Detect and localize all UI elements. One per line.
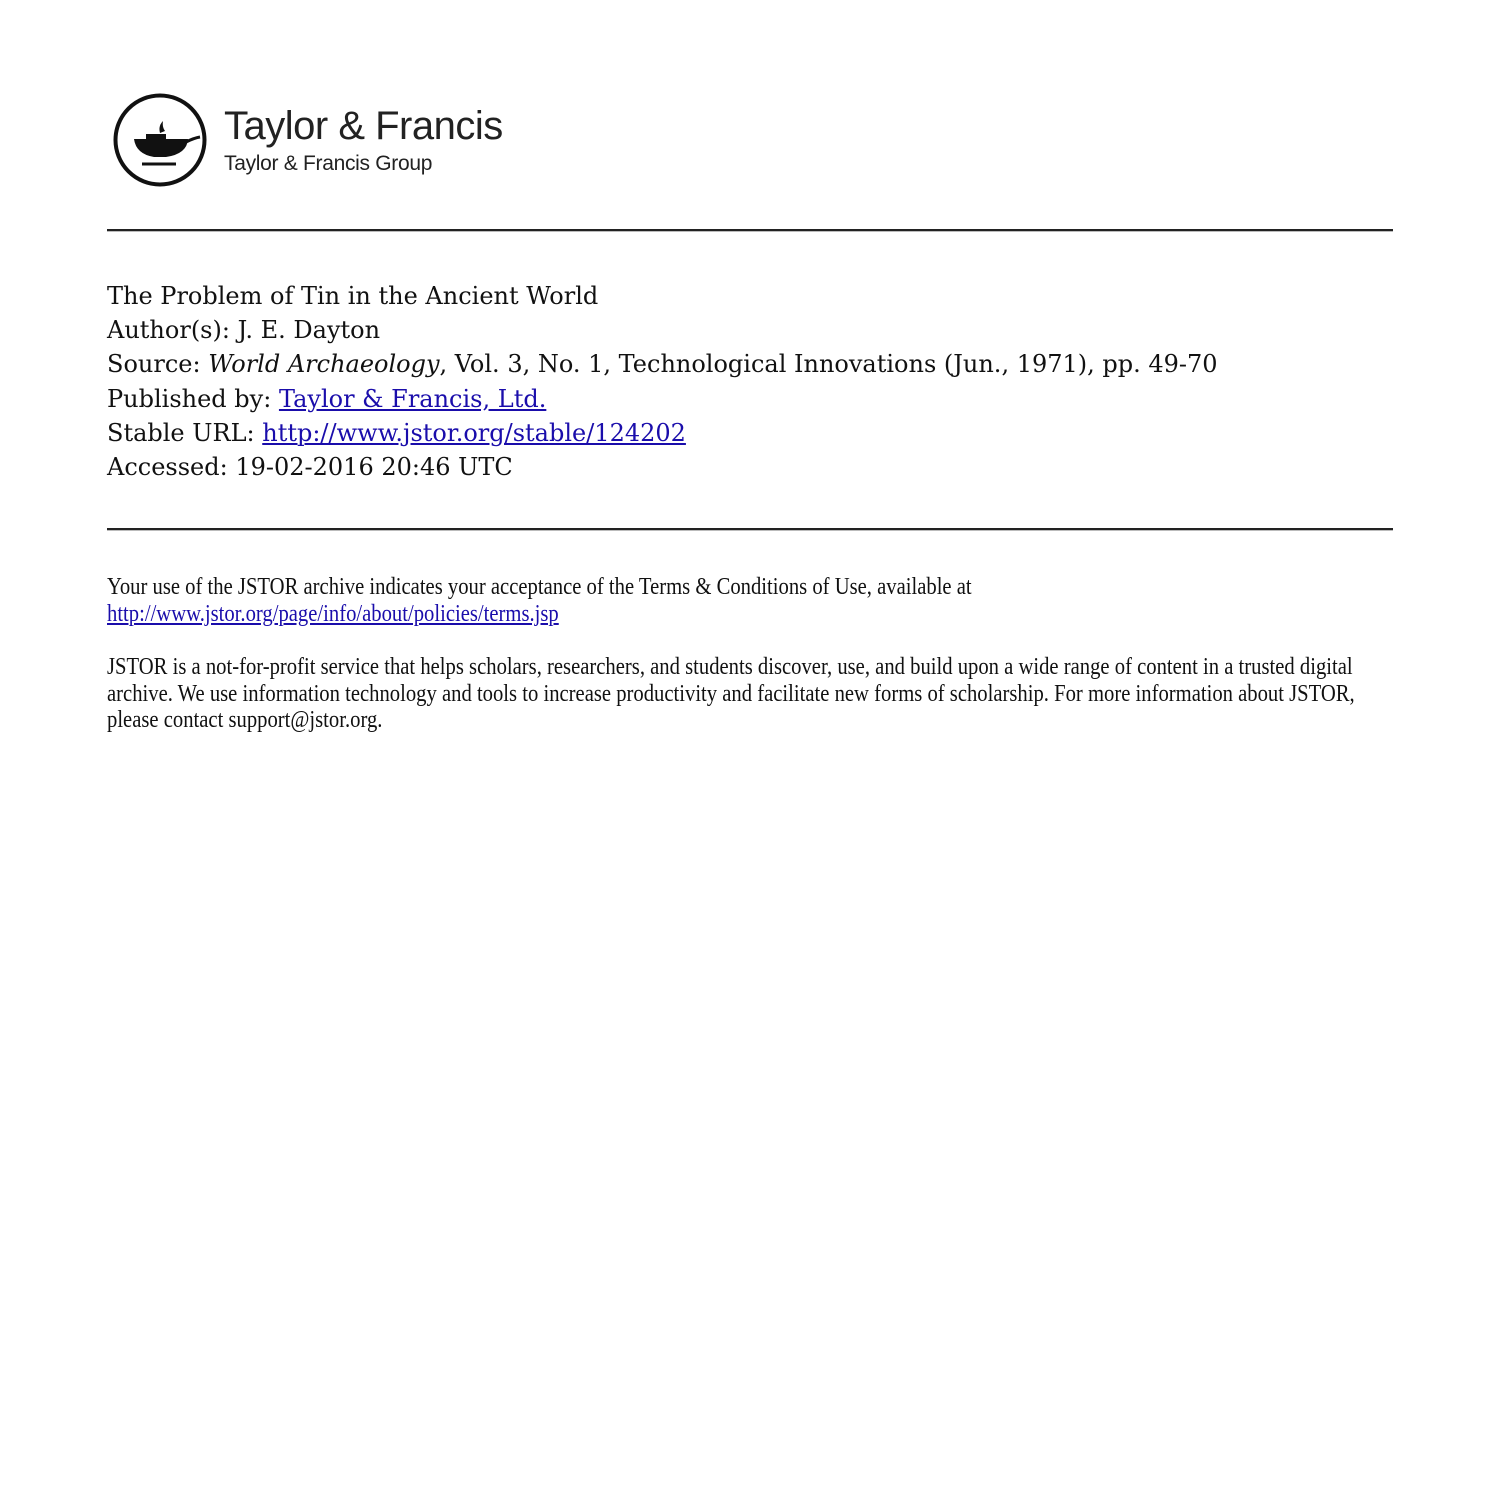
publisher-link[interactable]: Taylor & Francis, Ltd. [278,384,547,413]
source-label: Source: [107,350,201,379]
terms-notice [107,574,1355,734]
bottom-divider [107,528,1393,531]
logo-name: Taylor & Francis [224,104,503,148]
terms-paragraph [107,574,1397,627]
url-label: Stable URL: [107,418,255,447]
article-metadata [107,279,1397,484]
logo-group: Taylor & Francis Group [224,152,433,175]
about-paragraph: JSTOR is a not-for-profit service that helps scholars, researchers, and students discover, use, and build upon a wide range of content in a trusted digital archive. We use information technology and tools to increase productivity and facilitate new forms of scholarship. For more information about JSTOR, please contact support@jstor.org. [107,654,1355,733]
top-divider [107,229,1393,232]
publisher-line [107,382,1397,416]
publisher-label: Published by: [107,384,272,413]
oil-lamp-icon [112,92,212,192]
source-details: , Vol. 3, No. 1, Technological Innovations (Jun., 1971), pp. 49-70 [439,350,1218,379]
url-line [107,416,1397,450]
source-line [107,347,1397,381]
publisher-logo [112,92,532,192]
accessed-line [107,450,1397,484]
article-title: The Problem of Tin in the Ancient World [107,282,599,310]
accessed-label: Accessed: [107,453,228,482]
journal-name: World Archaeology [208,350,440,379]
author-label: Author(s): [107,316,230,345]
accessed-date: 19-02-2016 20:46 UTC [235,453,513,482]
author-name: J. E. Dayton [237,316,381,345]
terms-link[interactable]: http://www.jstor.org/page/info/about/policies/terms.jsp [107,600,559,627]
author-line [107,313,1397,347]
terms-text: Your use of the JSTOR archive indicates your acceptance of the Terms & Conditions of Use, available at [107,574,972,600]
stable-url-link[interactable]: http://www.jstor.org/stable/124202 [262,418,686,447]
